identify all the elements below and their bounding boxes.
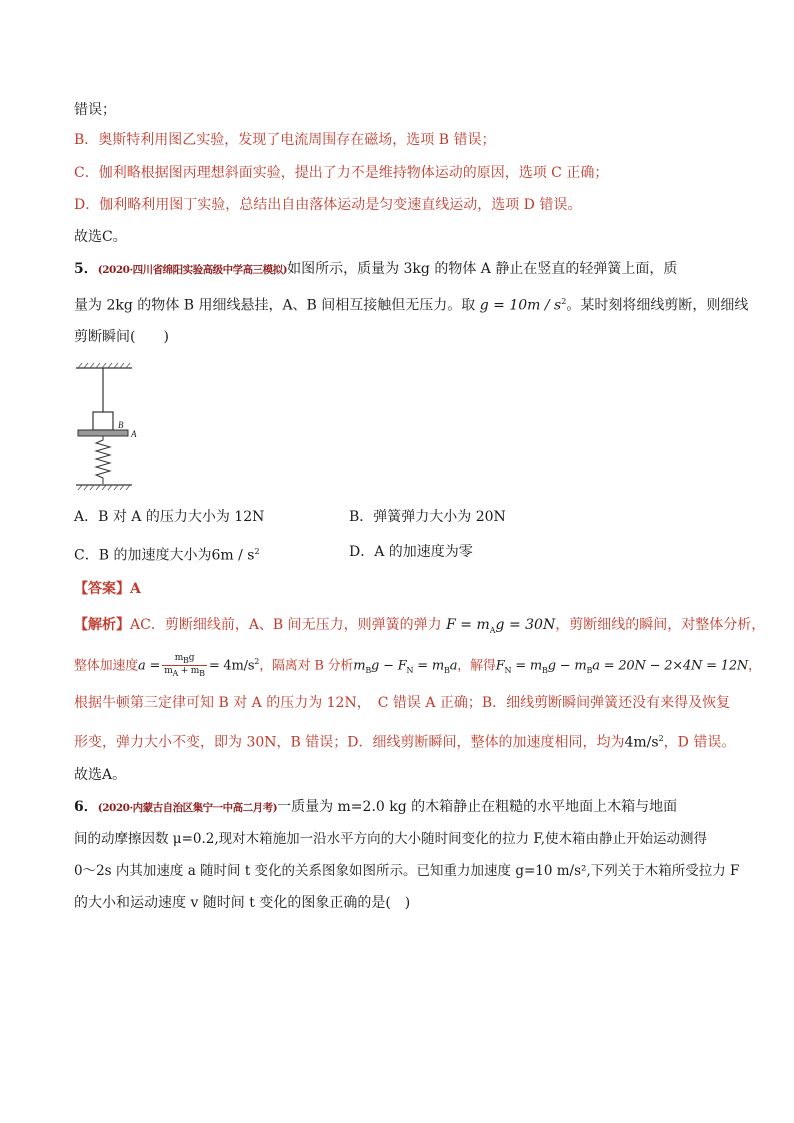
q5-stem-line-3: 剪断瞬间( ) (74, 329, 169, 345)
q5-analysis-tag: 【解析】 (74, 617, 130, 633)
prev-solution-conclusion: 故选C。 (74, 229, 127, 245)
q5-acceleration-fraction: $\frac{m_Bg}{m_A + m_B}$ (164, 652, 205, 679)
q5-analysis-2g: ，解得 (457, 658, 496, 674)
q5-analysis-2j: g − m (547, 658, 587, 674)
q5-analysis-2b: = 4m/s (208, 658, 255, 674)
q5-analysis-2a: 整体加速度 (74, 658, 139, 674)
q5-gravity-value: g = 10m / s (479, 297, 562, 314)
q5-stem-text-2c: 。某时刻将细线剪断，则细线 (566, 297, 749, 314)
q5-analysis-1d: ，剪断细线的瞬间，对整体分析， (555, 617, 766, 633)
q5-analysis-1a: AC．剪断细线前，A、B 间无压力，则弹簧的弹力 (130, 617, 442, 633)
q5-stem-text-2a: 量为 2kg 的物体 B 用细线悬挂，A、B 间相互接触但无压力。取 (74, 297, 476, 314)
prev-solution-option-c: C．伽利略根据图丙理想斜面实验，提出了力不是维持物体运动的原因，选项 C 正确； (74, 165, 609, 181)
q5-answer (74, 579, 734, 599)
q5-analysis-line-1: 【解析】AC．剪断细线前，A、B 间无压力，则弹簧的弹力 $F = m_Ag = 30N$，剪断细线的瞬间，对整体分析， (74, 617, 766, 635)
q5-analysis-2h: F (495, 658, 505, 674)
q6-stem-line-3: 0～2s 内其加速度 a 随时间 t 变化的关系图象如图所示。已知重力加速度 g=10 m/s²,下列关于木箱所受拉力 F (74, 863, 740, 879)
q5-analysis-4a: 形变，弹力大小不变，即为 30N，B 错误；D．细线剪断瞬间，整体的加速度相同，均为 (74, 734, 625, 751)
q6-stem-line-1 (74, 797, 734, 818)
q5-option-b: B．弹簧弹力大小为 20N (349, 509, 506, 525)
q5-source: (2020·四川省绵阳实验高级中学高三模拟) (97, 264, 288, 276)
prev-solution-line: 错误； (74, 102, 116, 118)
q5-option-c-value: 6m / s (211, 547, 255, 564)
q5-analysis-2i: = m (511, 658, 543, 674)
q5-analysis-line-4: 形变，弹力大小不变，即为 30N，B 错误；D．细线剪断瞬间，整体的加速度相同，均为$4m/s^2$，D 错误。 (74, 734, 736, 751)
q5-number: 5． (74, 261, 98, 277)
q5-option-c-text: C．B 的加速度大小为 (74, 547, 212, 564)
label-b: B (118, 420, 124, 430)
q6-number: 6． (74, 799, 98, 815)
q5-analysis-1c: g = 30N (495, 617, 556, 633)
q5-analysis-4b: 4m/s (624, 734, 659, 751)
q5-option-c: C．B 的加速度大小为$6m / s^2$ (74, 547, 260, 564)
q5-stem-text-1: 如图所示，质量为 3kg 的物体 A 静止在竖直的轻弹簧上面，质 (287, 261, 678, 277)
prev-solution-option-d: D．伽利略利用图丁实验，总结出自由落体运动是匀变速直线运动，选项 D 错误。 (74, 197, 582, 213)
q5-analysis-4c: ，D 错误。 (663, 734, 736, 751)
q5-analysis-line-3: 根据牛顿第三定律可知 B 对 A 的压力为 12N， C 错误 A 正确；B．细线剪断瞬间弹簧还没有来得及恢复 (74, 695, 731, 711)
q5-answer-tag: 【答案】 (74, 581, 130, 597)
q5-stem-line-1 (74, 259, 734, 280)
q6-stem-text-1: 一质量为 m=2.0 kg 的木箱静止在粗糙的水平地面上木箱与地面 (277, 799, 678, 815)
q5-analysis-1b: F = m (446, 617, 490, 633)
q5-stem-line-2: 量为 2kg 的物体 B 用细线悬挂，A、B 间相互接触但无压力。取 $g = 10m / s^2$。某时刻将细线剪断，则细线 (74, 297, 749, 314)
prev-solution-option-b: B．奥斯特利用图乙实验，发现了电流周围存在磁场，选项 B 错误； (74, 132, 496, 148)
q5-option-d: D．A 的加速度为零 (349, 544, 473, 560)
q6-source: (2020·内蒙古自治区集宁一中高二月考) (97, 802, 278, 814)
spring-block-diagram (72, 362, 162, 494)
q5-option-a: A．B 对 A 的压力大小为 12N (74, 509, 265, 525)
q5-analysis-2k: a = 20N − 2×4N = 12N (592, 658, 749, 674)
q5-analysis-2c: ，隔离对 B 分析 (259, 658, 354, 674)
q5-conclusion: 故选A。 (74, 767, 127, 783)
q5-analysis-2l: ， (748, 658, 761, 674)
q5-answer-value: A (130, 581, 141, 597)
q6-stem-line-4: 的大小和运动速度 v 随时间 t 变化的图象正确的是( ) (74, 895, 411, 911)
q5-analysis-2e: g − F (371, 658, 407, 674)
q5-analysis-2f: = m (413, 658, 445, 674)
q5-analysis-line-2: 整体加速度a = $\frac{m_Bg}{m_A + m_B}$ = $4m/s^2$，隔离对 B 分析$m_Bg - F_N = m_Ba$，解得$F_N = m_Bg - m_Ba = 20N - 2\times 4N = 12N$， (74, 652, 761, 679)
q6-stem-line-2: 间的动摩擦因数 μ=0.2,现对木箱施加一沿水平方向的大小随时间变化的拉力 F,使木箱由静止开始运动测得 (74, 831, 707, 847)
q5-analysis-2d: m (353, 658, 366, 674)
label-a: A (131, 429, 137, 439)
